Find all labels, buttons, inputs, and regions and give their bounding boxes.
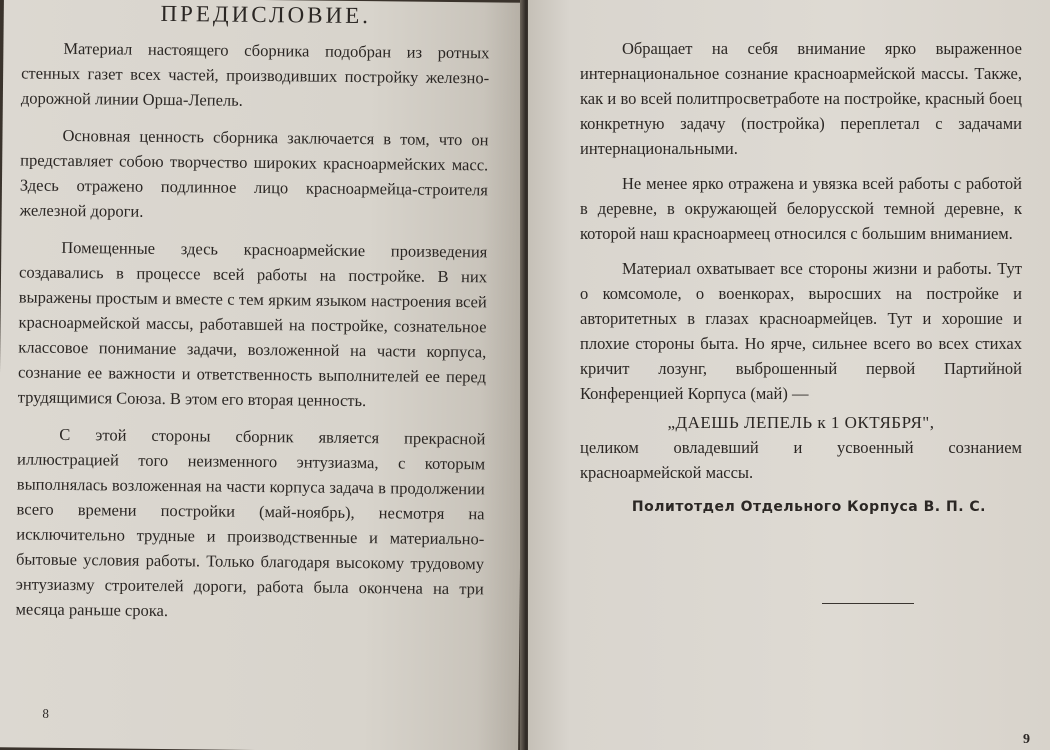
paragraph: целиком овладевший и усвоенный сознанием красноармейской массы. bbox=[580, 438, 1022, 482]
paragraph: Помещенные здесь красноармейские произведения создавались в процессе всей работы на постройке. В них выражены простым и вместе с тем ярким языком настроения всей красноармейской массы, работавшей на постройке, сознательное классовое понимание задачи, возложенной на части корпуса, сознание ее важности и ответственность выполнителей ее перед трудящимися Союза. В этом его вторая ценность. bbox=[17, 237, 488, 411]
page-title: ПРЕДИСЛОВИЕ. bbox=[160, 0, 372, 29]
page-number: 8 bbox=[42, 705, 50, 721]
slogan: „ДАЕШЬ ЛЕПЕЛЬ к 1 ОКТЯБРЯ", bbox=[667, 413, 935, 432]
left-page-body bbox=[15, 35, 489, 626]
page-number: 9 bbox=[1023, 732, 1030, 747]
paragraph: Не менее ярко отражена и увязка всей работы с работой в деревне, в окружающей белорусской темной деревне, к которой наш красноармеец относился с большим вниманием. bbox=[580, 174, 1022, 243]
signature: Политотдел Отдельного Корпуса В. П. С. bbox=[631, 499, 986, 515]
paragraph: С этой стороны сборник является прекрасной иллюстрацией того неизменного энтузиазма, с которым выполнялась возложенная на части корпуса задача в продолжении всего времени постройки (май-ноябрь), несмотря на исключительно трудные и производственные и материально-бытовые условия работы. Только благодаря высокому трудовому энтузиазму строителей дороги, работа была окончена на три месяца раньше срока. bbox=[15, 424, 486, 621]
paragraph: Материал настоящего сборника подобран из ротных стенных газет всех частей, производивших постройку железно-дорожной линии Орша-Лепель. bbox=[20, 38, 490, 110]
paragraph: Основная ценность сборника заключается в том, что он представляет собою творчество широких красноармейских масс. Здесь отражено подлинное лицо красноармейца-строителя железной дороги. bbox=[19, 125, 489, 221]
right-page-body bbox=[580, 0, 1022, 604]
closing-rule bbox=[822, 603, 914, 604]
paragraph: Обращает на себя внимание ярко выраженное интернациональное сознание красноармейской массы. Также, как и во всей политпросветработе на постройке, красный боец конкретную задачу (постройка) переплетал с задачами интернациональными. bbox=[580, 39, 1022, 158]
right-page bbox=[528, 0, 1050, 750]
paragraph: Материал охватывает все стороны жизни и работы. Тут о комсомоле, о военкорах, выросших на постройке и авторитетных в глазах красноармейцев. Тут и хорошие и плохие стороны быта. Но ярче, сильнее всего во всех стихах кричит лозунг, выброшенный первой Партийной Конференцией Корпуса (май) — bbox=[580, 259, 1022, 403]
